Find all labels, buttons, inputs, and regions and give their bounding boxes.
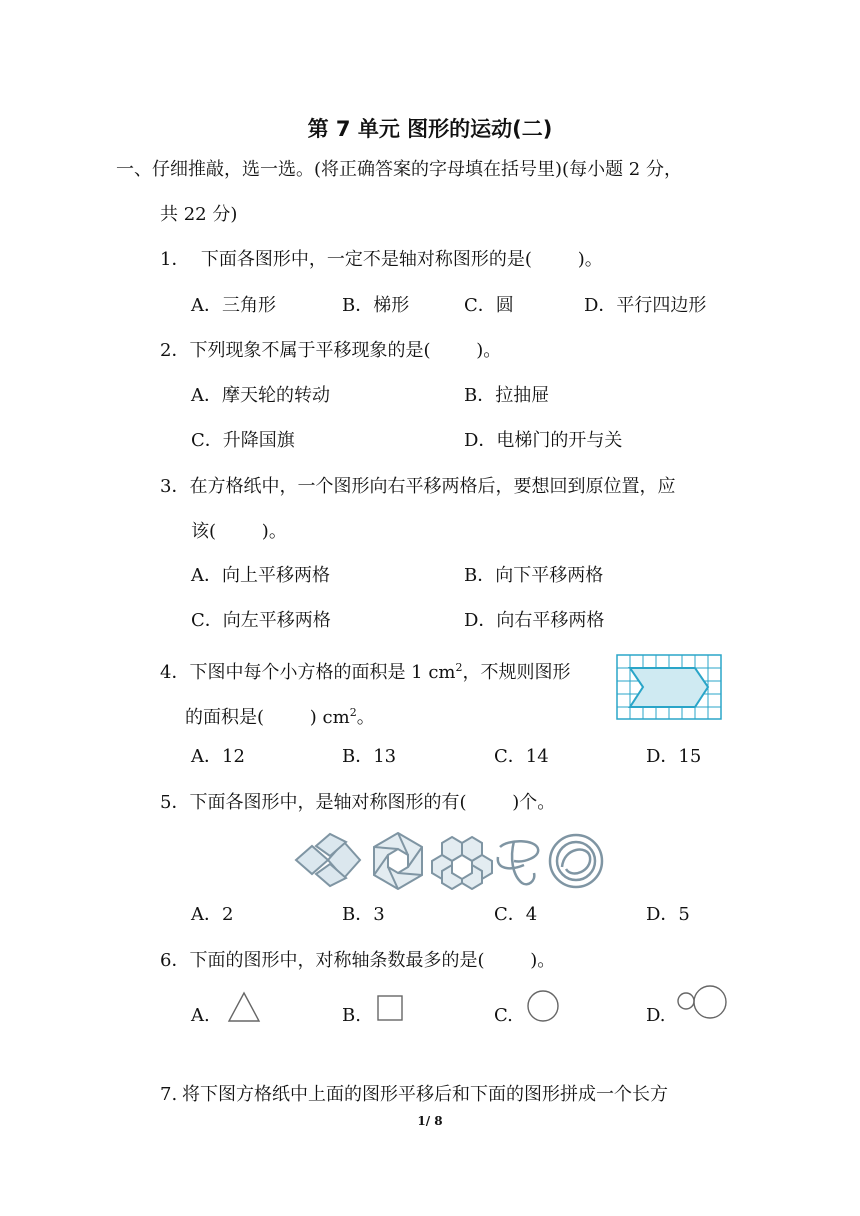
question-text: 下面各图形中，是轴对称图形的有( )个。 <box>189 792 556 813</box>
question-number: 1． <box>160 249 190 270</box>
diamond-tiles-figure <box>296 834 360 886</box>
question-text: 。 <box>356 707 375 728</box>
question-text: 在方格纸中，一个图形向右平移两格后，要想回到原位置，应 <box>189 476 676 497</box>
q1-option-a[interactable]: A．三角形 <box>191 295 276 316</box>
grid-shape-figure <box>616 654 722 720</box>
page-number: 1/ 8 <box>417 1114 443 1128</box>
question-3 <box>160 475 675 499</box>
hexagon-cluster-figure <box>432 837 492 889</box>
q6-option-b-label[interactable]: B. <box>342 1005 361 1026</box>
q3-option-d[interactable]: D．向右平移两格 <box>464 610 605 631</box>
q2-option-a[interactable]: A．摩天轮的转动 <box>191 385 330 406</box>
superscript: 2 <box>349 706 357 719</box>
q1-option-c[interactable]: C．圆 <box>464 295 514 316</box>
question-1 <box>160 248 603 272</box>
question-text: 的面积是( ) cm <box>185 707 350 728</box>
q1-option-b[interactable]: B．梯形 <box>342 295 410 316</box>
q4-option-d[interactable]: D．15 <box>646 746 702 767</box>
question-3-continued: 该( )。 <box>191 521 287 542</box>
question-text: 下列现象不属于平移现象的是( )。 <box>189 340 502 361</box>
q6-option-d-label[interactable]: D. <box>646 1005 666 1026</box>
hexagon-swirl-figure <box>374 833 422 889</box>
question-4-continued <box>185 701 375 730</box>
triangle-shape <box>226 990 262 1024</box>
question-number: 2． <box>160 340 190 361</box>
question-5 <box>160 791 555 815</box>
q4-option-a[interactable]: A．12 <box>191 746 245 767</box>
q5-option-b[interactable]: B．3 <box>342 904 385 925</box>
question-4 <box>160 656 571 685</box>
q5-option-d[interactable]: D．5 <box>646 904 690 925</box>
question-text: 下面的图形中，对称轴条数最多的是( )。 <box>189 950 556 971</box>
symmetry-figures-row <box>294 832 606 890</box>
q5-option-a[interactable]: A．2 <box>191 904 234 925</box>
q2-option-b[interactable]: B．拉抽屉 <box>464 385 550 406</box>
q6-option-c-label[interactable]: C. <box>494 1005 513 1026</box>
question-number: 3． <box>160 476 190 497</box>
question-text: 下面各图形中，一定不是轴对称图形的是( )。 <box>189 249 603 270</box>
q4-option-b[interactable]: B．13 <box>342 746 397 767</box>
superscript: 2 <box>455 661 463 674</box>
q6-option-a-label[interactable]: A. <box>191 1005 210 1026</box>
q2-option-c[interactable]: C．升降国旗 <box>191 430 295 451</box>
square-shape <box>376 994 404 1022</box>
q3-option-a[interactable]: A．向上平移两格 <box>191 565 330 586</box>
question-6 <box>160 949 555 973</box>
question-2 <box>160 339 501 363</box>
question-number: 7. <box>160 1084 178 1105</box>
telecom-emblem-figure <box>498 841 538 884</box>
q4-option-c[interactable]: C．14 <box>494 746 549 767</box>
question-number: 5． <box>160 792 190 813</box>
circle-shape <box>526 989 560 1023</box>
circle-emblem-figure <box>550 835 602 887</box>
section-heading-line1: 一、仔细推敲，选一选。(将正确答案的字母填在括号里)(每小题 2 分， <box>116 159 682 180</box>
q3-option-c[interactable]: C．向左平移两格 <box>191 610 331 631</box>
question-number: 4． <box>160 662 190 683</box>
question-number: 6． <box>160 950 190 971</box>
q3-option-b[interactable]: B．向下平移两格 <box>464 565 604 586</box>
page-title: 第 7 单元 图形的运动(二) <box>307 117 553 141</box>
q5-option-c[interactable]: C．4 <box>494 904 538 925</box>
two-circles-shape <box>676 984 730 1020</box>
section-heading-line2: 共 22 分) <box>160 204 238 225</box>
question-text: 下图中每个小方格的面积是 1 cm <box>189 662 456 683</box>
question-text: ，不规则图形 <box>462 662 571 683</box>
q1-option-d[interactable]: D．平行四边形 <box>584 295 707 316</box>
question-7 <box>160 1083 668 1107</box>
question-text: 将下图方格纸中上面的图形平移后和下面的图形拼成一个长方 <box>182 1084 668 1105</box>
q2-option-d[interactable]: D．电梯门的开与关 <box>464 430 623 451</box>
